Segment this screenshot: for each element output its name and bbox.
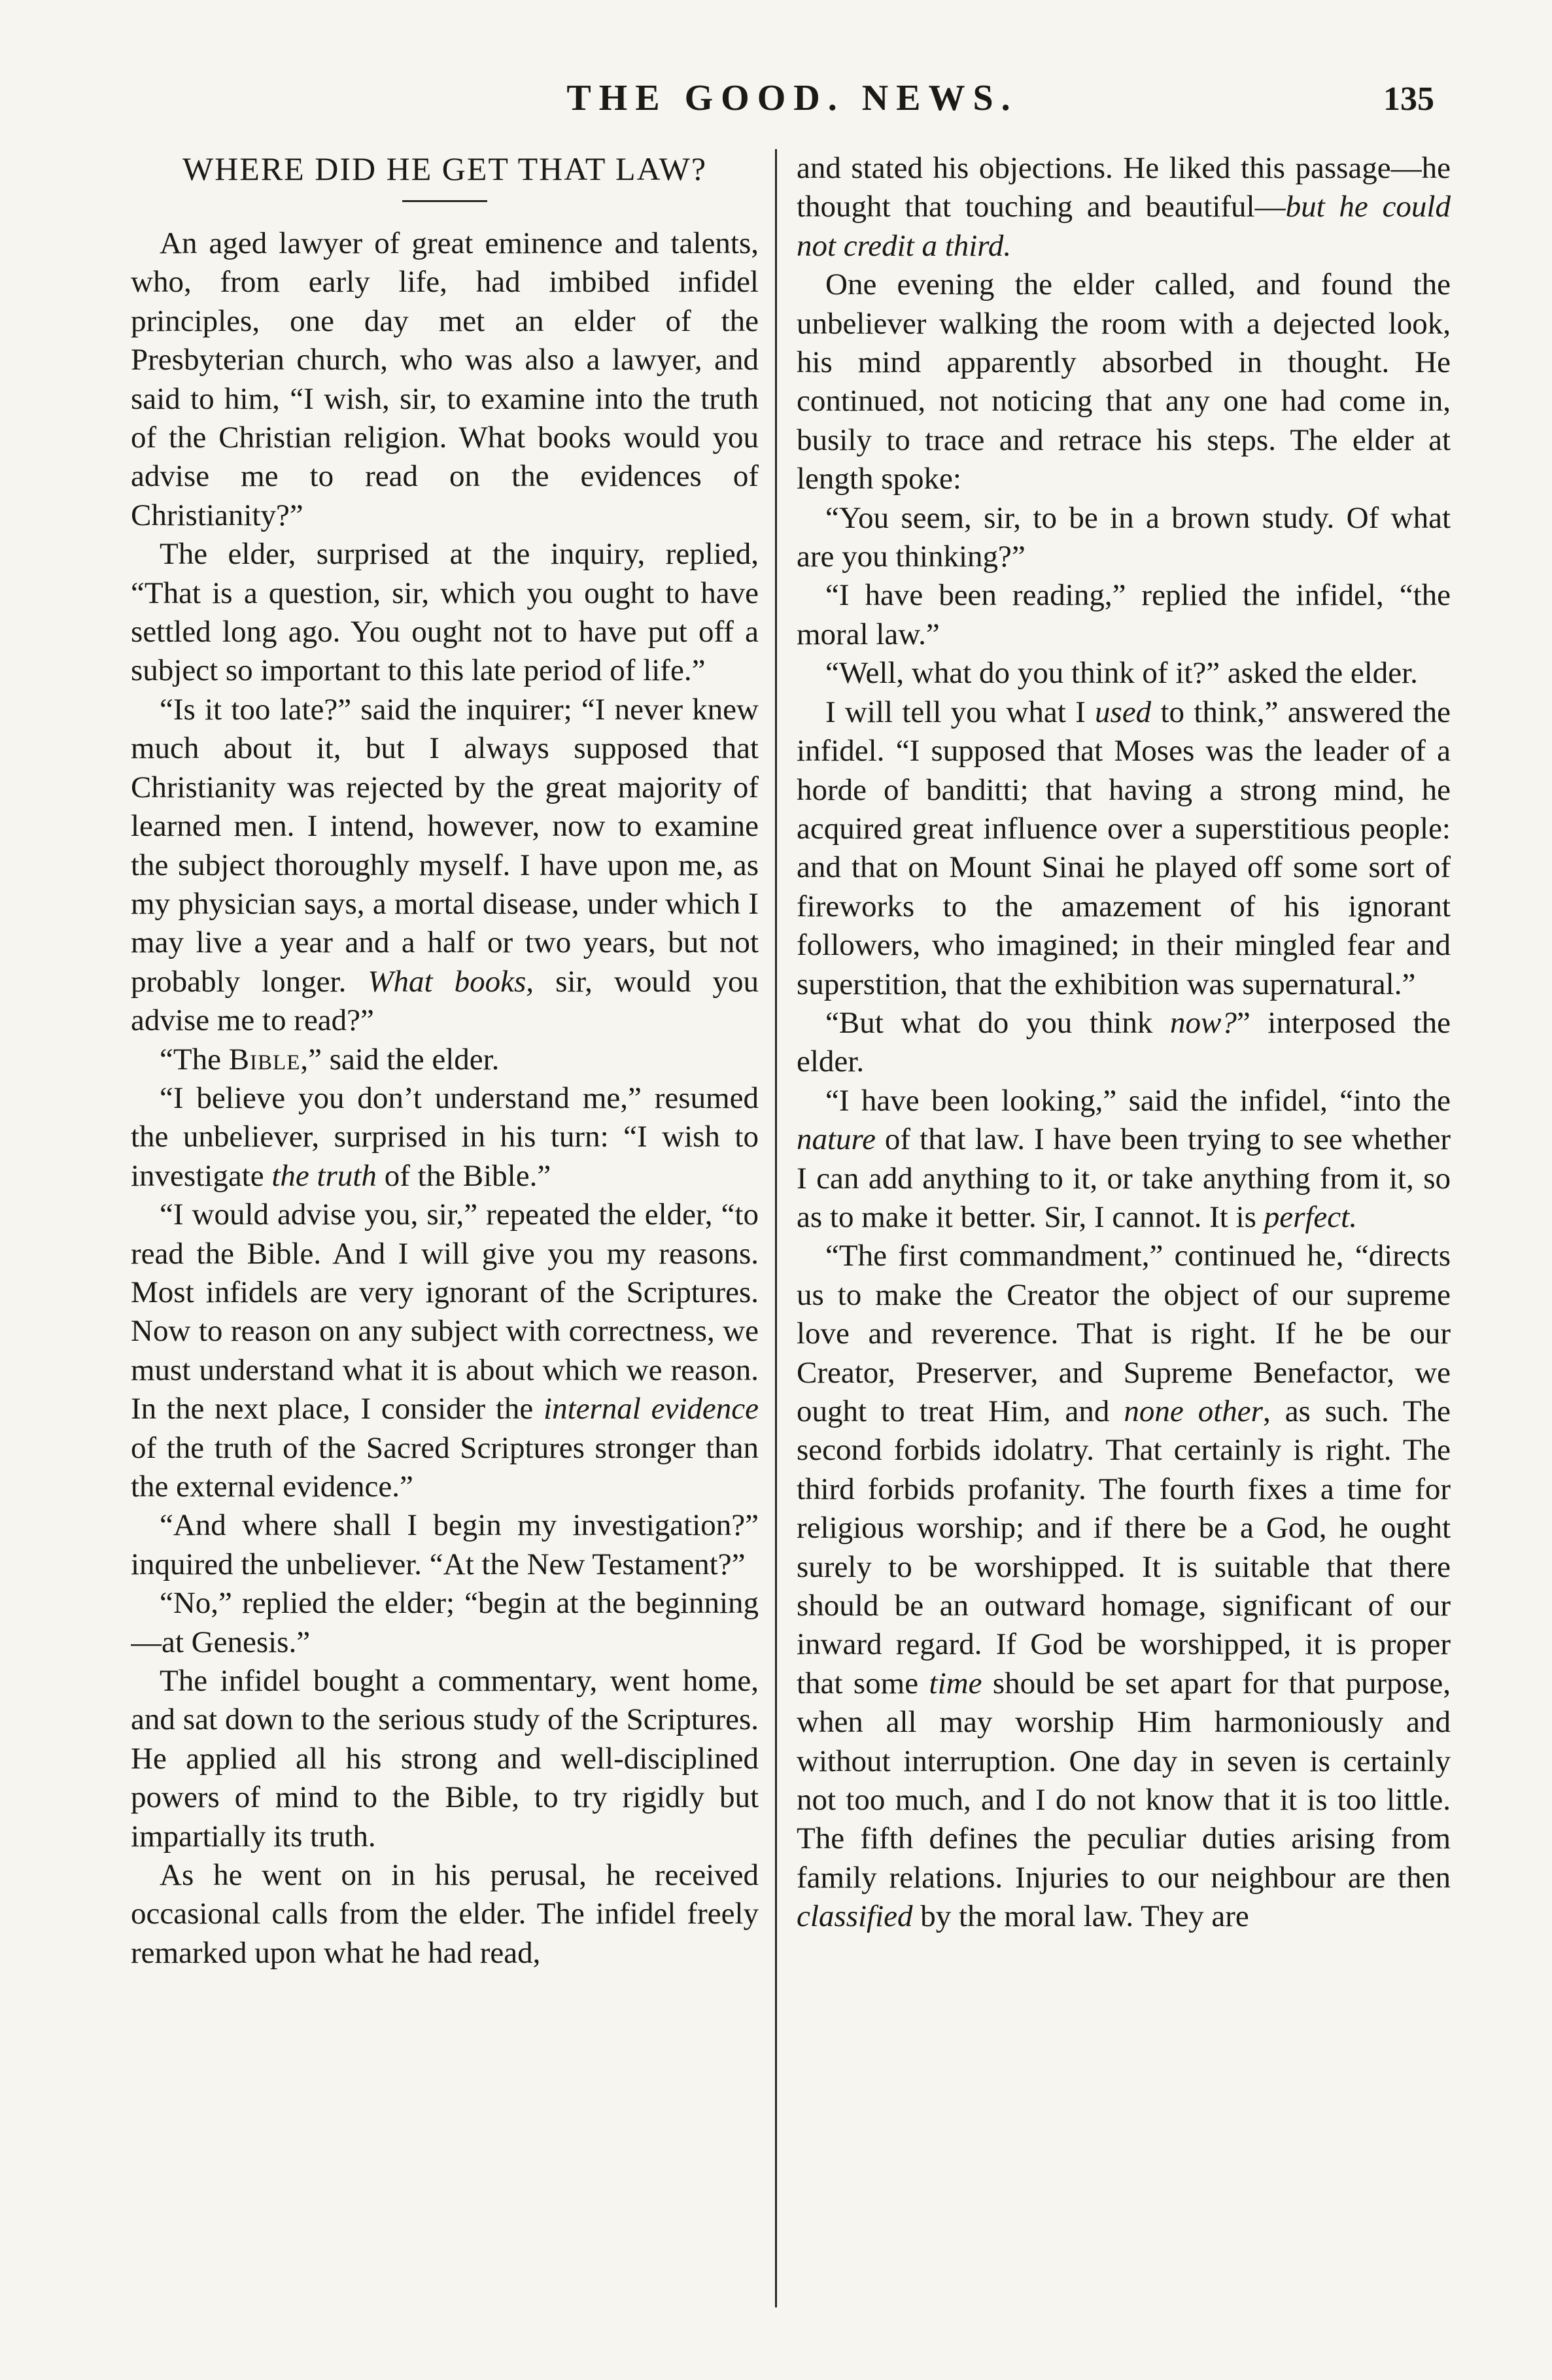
right-column — [797, 149, 1451, 2327]
paragraph: “You seem, sir, to be in a brown study. Of what are you thinking?” — [797, 500, 1451, 574]
column-rule — [775, 149, 777, 2307]
paragraph: I will tell you what I used to think,” answered the infidel. “I supposed that Moses was the leader of a horde of banditti; that having a strong mind, he acquired great influence over a superstitious people: and that on Mount Sinai he played off some sort of fireworks to the amazement of his ignorant followers, who imagined; in their mingled fear and superstition, that the exhibition was supernatural.” — [797, 695, 1451, 1001]
paragraph: The elder, surprised at the inquiry, replied, “That is a question, sir, which you ought to have settled long ago. You ought not to have put off a subject so important to this late period of life.” — [131, 537, 759, 688]
paragraph: “I have been looking,” said the infidel, “into the nature of that law. I have been trying to see whether I can add anything to it, or take anything from it, so as to make it better. Sir, I cannot. It is perfect. — [797, 1083, 1451, 1234]
paragraph: “The Bible,” said the elder. — [160, 1042, 500, 1077]
paragraph: “Well, what do you think of it?” asked the elder. — [825, 656, 1418, 691]
paragraph: “The first commandment,” continued he, “directs us to make the Creator the object of our supreme love and reverence. That is right. If he be our Creator, Preserver, and Supreme Benefactor, we ought to treat Him, and none other, as such. The second forbids idolatry. That certainly is right. The third forbids profanity. The fourth fixes a time for religious worship; and if there be a God, he ought surely to be worshipped. It is suitable that there should be an outward homage, significant of our inward regard. If God be worshipped, it is proper that some time should be set apart for that purpose, when all may worship Him harmoniously and without interruption. One day in seven is certainly not too much, and I do not know that it is too little. The fifth defines the peculiar duties arising from family relations. Injuries to our neighbour are then classified by the moral law. They are — [797, 1239, 1451, 1934]
paragraph: “I would advise you, sir,” repeated the elder, “to read the Bible. And I will give you my reasons. Most infidels are very ignorant of the Scriptures. Now to reason on any subject with correctness, we must understand what it is about which we reason. In the next place, I consider the internal evidence of the truth of the Sacred Scriptures stronger than the external evidence.” — [131, 1198, 759, 1504]
running-head — [131, 77, 1454, 129]
text-columns — [131, 149, 1454, 2327]
paragraph: “I have been reading,” replied the infidel, “the moral law.” — [797, 578, 1451, 651]
paragraph: “Is it too late?” said the inquirer; “I never knew much about it, but I always supposed that Christianity was rejected by the great majority of learned men. I intend, however, now to examine the subject thoroughly myself. I have upon me, as my physician says, a mortal disease, under which I may live a year and a half or two years, but not probably longer. What books, sir, would you advise me to read?” — [131, 692, 759, 1038]
article-title: WHERE DID HE GET THAT LAW? — [182, 150, 708, 187]
title-rule — [402, 200, 487, 202]
paragraph: As he went on in his perusal, he received occasional calls from the elder. The infidel freely remarked upon what he had read, — [131, 1858, 759, 1970]
running-title: THE GOOD. NEWS. — [566, 78, 1018, 118]
paragraph: and stated his objections. He liked this passage—he thought that touching and beautiful—but he could not credit a third. — [797, 151, 1451, 263]
paragraph: “But what do you think now?” interposed the elder. — [797, 1005, 1451, 1079]
paragraph: The infidel bought a commentary, went home, and sat down to the serious study of the Scriptures. He applied all his strong and well-disciplined powers of mind to the Bible, to try rigidly but impartially its truth. — [131, 1664, 759, 1854]
paragraph: One evening the elder called, and found the unbeliever walking the room with a dejected look, his mind apparently absorbed in thought. He continued, not noticing that any one had come in, busily to trace and retrace his steps. The elder at length spoke: — [797, 267, 1451, 496]
paragraph: “No,” replied the elder; “begin at the beginning—at Genesis.” — [131, 1586, 759, 1659]
paragraph: “And where shall I begin my investigation?” inquired the unbeliever. “At the New Testament?” — [131, 1508, 759, 1581]
page-number: 135 — [1383, 80, 1434, 118]
paragraph: “I believe you don’t understand me,” resumed the unbeliever, surprised in his turn: “I wish to investigate the truth of the Bible.” — [131, 1080, 759, 1193]
left-column — [131, 149, 759, 2327]
paragraph: An aged lawyer of great eminence and talents, who, from early life, had imbibed infidel principles, one day met an elder of the Presbyterian church, who was also a lawyer, and said to him, “I wish, sir, to examine into the truth of the Christian religion. What books would you advise me to read on the evidences of Christianity?” — [131, 226, 759, 532]
